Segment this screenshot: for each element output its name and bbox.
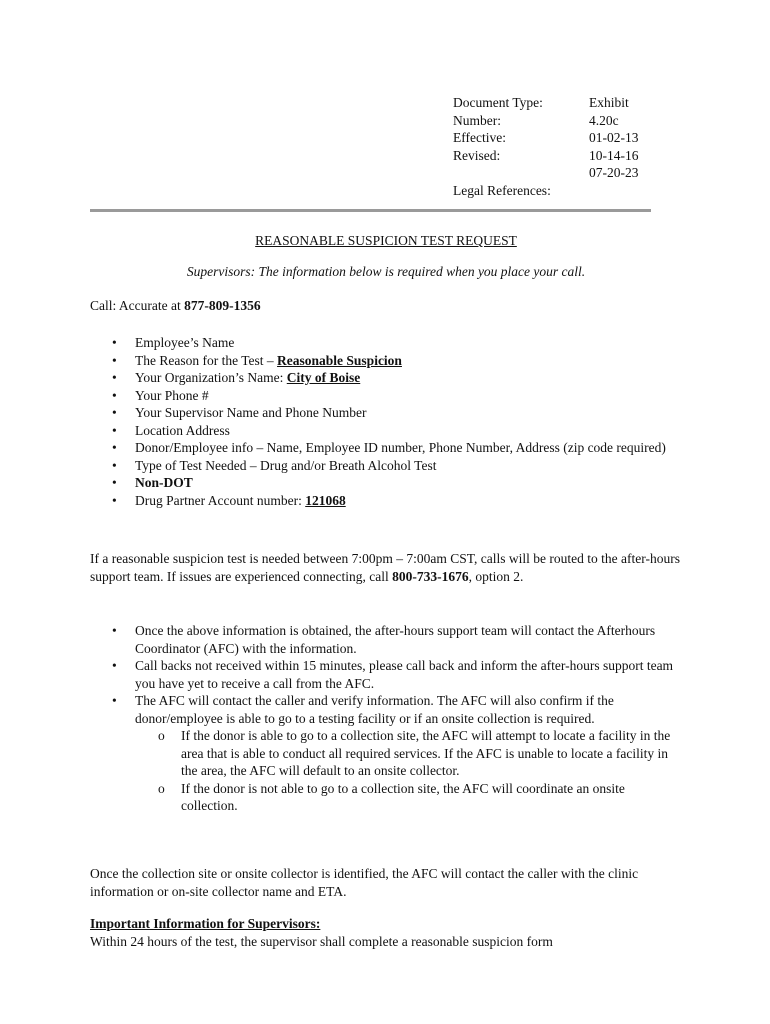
important-section — [90, 915, 682, 950]
call-prefix: Call: Accurate at — [90, 298, 185, 313]
list-item-text: Type of Test Needed – Drug and/or Breath Alcohol Test — [135, 457, 437, 473]
sub-list-item — [135, 727, 680, 780]
meta-revised-2 — [453, 164, 673, 182]
bullet-icon: • — [112, 475, 117, 490]
list-item — [90, 387, 680, 405]
header-divider — [90, 209, 651, 212]
list-item-text: Call backs not received within 15 minutes, please call back and inform the after-hours support team you have yet to receive a call from the AFC. — [135, 658, 674, 691]
list-item-text: Drug Partner Account number: — [135, 492, 306, 508]
list-item — [90, 334, 680, 352]
call-line — [90, 298, 261, 314]
list-item-text: If the donor is able to go to a collection site, the AFC will attempt to locate a facility in the area that is able to conduct all required services. If the AFC is unable to locate a facility in the area, the AFC will default to an onsite collector. — [181, 728, 671, 778]
bullet-icon: • — [112, 352, 117, 368]
meta-label: Number: — [453, 112, 501, 128]
meta-revised — [453, 147, 673, 165]
list-item-text: Your Organization’s Name: — [135, 370, 287, 385]
after-hours-list — [90, 622, 680, 815]
list-item-text: Once the above information is obtained, the after-hours support team will contact the Afterhours Coordinator (AFC) with the information. — [135, 623, 656, 656]
bullet-icon: • — [112, 387, 117, 403]
page-subtitle: Supervisors: The information below is required when you place your call. — [186, 264, 586, 279]
meta-doc-type — [453, 94, 673, 112]
list-item — [90, 457, 680, 475]
meta-label: Legal References: — [453, 182, 551, 198]
meta-value: 4.20c — [589, 112, 619, 128]
list-item-text: Donor/Employee info – Name, Employee ID number, Phone Number, Address (zip code required) — [135, 440, 666, 455]
bullet-icon: • — [112, 457, 117, 473]
document-meta — [453, 94, 673, 199]
account-number: 121068 — [305, 492, 346, 508]
meta-value: 01-02-13 — [589, 130, 639, 145]
meta-label: Revised: — [453, 147, 501, 163]
list-item — [90, 404, 680, 422]
meta-value: 10-14-16 — [589, 147, 639, 163]
organization-name: City of Boise — [286, 370, 361, 385]
paragraph-text: , option 2. — [468, 568, 524, 584]
list-item — [90, 422, 680, 440]
meta-label-empty — [453, 164, 589, 182]
required-info-list — [90, 334, 680, 509]
list-item-text: Employee’s Name — [135, 335, 235, 350]
bullet-icon: • — [112, 492, 117, 508]
paragraph-text: If a reasonable suspicion test is needed between 7:00pm – 7:00am CST, calls will be routed to the after-hours support team. If issues are experienced connecting, call — [90, 551, 680, 584]
list-item-text: Location Address — [135, 422, 230, 438]
after-hours-paragraph — [90, 550, 682, 585]
list-item-text: Your Supervisor Name and Phone Number — [135, 405, 367, 420]
call-phone: 877-809-1356 — [184, 298, 261, 313]
sub-bullet-icon: o — [158, 728, 165, 743]
list-item — [90, 492, 680, 510]
bullet-icon: • — [112, 658, 117, 673]
after-hours-phone: 800-733-1676 — [392, 568, 469, 584]
test-type: Non-DOT — [135, 475, 193, 490]
meta-value: Exhibit — [589, 95, 629, 110]
bullet-icon: • — [112, 440, 117, 455]
collection-sublist — [135, 727, 680, 815]
list-item-text: The Reason for the Test – — [135, 352, 278, 368]
list-item-text: If the donor is not able to go to a collection site, the AFC will coordinate an onsite collection. — [181, 780, 625, 813]
meta-label: Effective: — [453, 130, 506, 145]
list-item — [90, 622, 680, 657]
bullet-icon: • — [112, 405, 117, 420]
meta-value: 07-20-23 — [589, 165, 639, 180]
meta-number — [453, 112, 673, 130]
sub-bullet-icon: o — [158, 780, 165, 796]
list-item — [90, 692, 680, 815]
list-item — [90, 352, 680, 370]
meta-label: Document Type: — [453, 95, 543, 110]
bullet-icon: • — [112, 693, 117, 708]
meta-legal-refs — [453, 182, 673, 200]
list-item — [90, 369, 680, 387]
meta-effective — [453, 129, 673, 147]
important-text: Within 24 hours of the test, the supervisor shall complete a reasonable suspicion form — [90, 933, 553, 949]
sub-list-item — [135, 780, 680, 815]
collection-paragraph: Once the collection site or onsite collector is identified, the AFC will contact the caller with the clinic information or on-site collector name and ETA. — [90, 866, 639, 899]
list-item — [90, 439, 680, 457]
important-heading: Important Information for Supervisors: — [90, 916, 321, 931]
bullet-icon: • — [112, 335, 117, 350]
list-item — [90, 474, 680, 492]
bullet-icon: • — [112, 623, 117, 638]
list-item-text: The AFC will contact the caller and verify information. The AFC will also confirm if the donor/employee is able to go to a testing facility or if an onsite collection is required. — [135, 693, 614, 726]
bullet-icon: • — [112, 422, 117, 438]
bullet-icon: • — [112, 370, 117, 385]
list-item-text: Your Phone # — [135, 387, 209, 403]
test-reason: Reasonable Suspicion — [277, 352, 402, 368]
list-item — [90, 657, 680, 692]
page-title: REASONABLE SUSPICION TEST REQUEST — [255, 233, 517, 248]
